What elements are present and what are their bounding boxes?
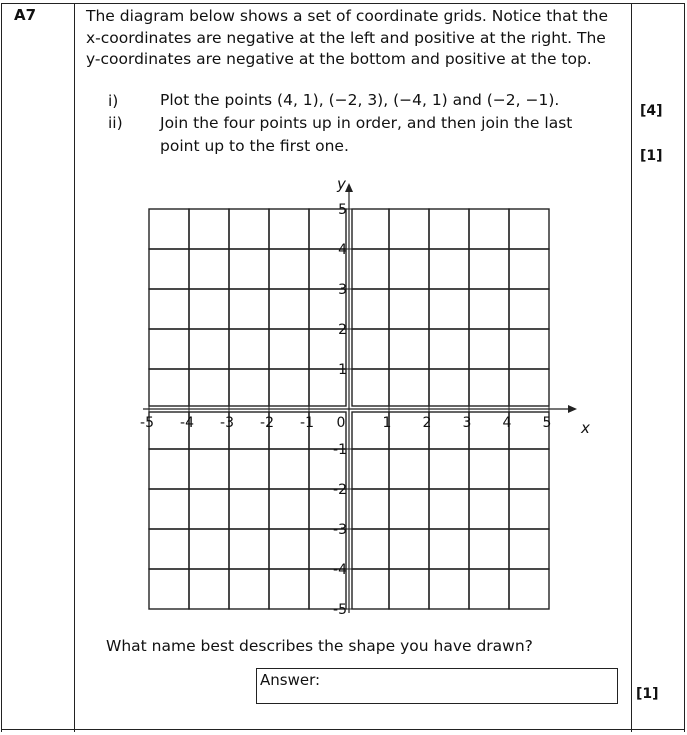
y-tick-label: -4 [333,562,347,578]
x-tick-label: -2 [260,415,274,431]
y-tick-label: 3 [338,282,347,298]
grid-cell [352,249,389,289]
grid-cell [429,289,469,329]
grid-cell [429,449,469,489]
y-axis-label: y [337,175,346,193]
grid-cell [189,449,229,489]
y-tick-label: -3 [333,522,347,538]
y-axis-arrow [345,183,353,192]
grid-cell [469,569,509,609]
intro-line: x-coordinates are negative at the left and positive at the right. The [86,28,606,47]
grid-cell [389,329,429,369]
followup-question: What name best describes the shape you have drawn? [106,637,533,655]
grid-cell [429,529,469,569]
intro-line: The diagram below shows a set of coordinate grids. Notice that the [86,7,609,25]
grid-cell [509,249,549,289]
x-tick-label: 2 [422,415,432,431]
grid-cell [269,329,309,369]
grid-cell [229,209,269,249]
x-tick-label: 5 [542,415,552,431]
y-tick-label: -2 [333,482,347,498]
grid-cell [429,209,469,249]
grid-cell [509,369,549,406]
grid-cell [352,569,389,609]
answer-box[interactable] [256,668,618,704]
grid-cell [352,209,389,249]
grid-cell [389,529,429,569]
step-ii-text-line-2: point up to the first one. [160,137,349,155]
grid-cell [189,569,229,609]
y-tick-label: 5 [338,202,347,218]
grid-cell [229,569,269,609]
grid-cell [189,489,229,529]
grid-cell [269,449,309,489]
grid-cell [189,369,229,406]
grid-cell [229,289,269,329]
grid-cell [429,569,469,609]
grid-cell [189,249,229,289]
x-tick-label: 3 [462,415,472,431]
grid-cell [269,489,309,529]
grid-cell [389,489,429,529]
grid-cell [189,529,229,569]
grid-cell [269,249,309,289]
grid-cell [429,489,469,529]
x-axis-label: x [581,419,590,437]
grid-cell [469,209,509,249]
y-tick-label: -1 [333,442,347,458]
grid-cell [469,329,509,369]
grid-cell [229,449,269,489]
grid-cell [352,449,389,489]
grid-cell [352,489,389,529]
intro-line: y-coordinates are negative at the bottom and positive at the top. [86,50,592,68]
x-tick-label: -5 [140,415,154,431]
grid-cell [389,569,429,609]
grid-cell [149,449,189,489]
step-i-text: Plot the points (4, 1), (−2, 3), (−4, 1) and (−2, −1). [160,91,560,109]
step-i-marks: [4] [640,103,663,119]
grid-cell [469,289,509,329]
grid-cell [509,329,549,369]
x-tick-label: -1 [300,415,314,431]
grid-cell [189,209,229,249]
x-tick-label: 1 [382,415,392,431]
grid-cell [509,449,549,489]
x-tick-label: -3 [220,415,234,431]
grid-cell [352,529,389,569]
grid-cell [269,289,309,329]
grid-cell [189,289,229,329]
grid-cell [269,209,309,249]
grid-cell [469,369,509,406]
grid-cell [229,369,269,406]
grid-cell [509,569,549,609]
step-ii-numeral: ii) [108,114,123,132]
grid-cell [389,289,429,329]
question-number: A7 [14,6,37,24]
grid-cell [269,529,309,569]
grid-cell [389,209,429,249]
answer-marks: [1] [636,686,659,702]
grid-cell [229,529,269,569]
grid-cell [352,329,389,369]
grid-cell [429,369,469,406]
grid-cell [469,489,509,529]
y-tick-label: -5 [333,602,347,618]
grid-cell [229,249,269,289]
grid-cell [229,329,269,369]
grid-cell [509,209,549,249]
y-tick-label: 1 [338,362,347,378]
grid-cell [149,369,189,406]
grid-cell [429,249,469,289]
x-tick-label: -4 [180,415,194,431]
grid-cell [149,249,189,289]
grid-cell [352,369,389,406]
grid-cell [269,569,309,609]
grid-cell [469,449,509,489]
grid-cell [509,489,549,529]
grid-cell [509,289,549,329]
grid-cell [149,289,189,329]
y-tick-label: 2 [338,322,347,338]
grid-cell [389,449,429,489]
grid-cell [149,329,189,369]
grid-cell [469,249,509,289]
grid-cell [149,489,189,529]
grid-cell [352,289,389,329]
grid-cell [429,329,469,369]
step-ii-text-line-1: Join the four points up in order, and then join the last [160,114,573,132]
grid-cell [509,529,549,569]
x-tick-label: 4 [502,415,512,431]
grid-cell [469,529,509,569]
grid-cell [149,209,189,249]
step-ii-marks: [1] [640,148,663,164]
grid-cell [269,369,309,406]
x-tick-label: 0 [336,415,346,431]
grid-cell [389,369,429,406]
step-i-numeral: i) [108,92,119,110]
grid-cell [229,489,269,529]
grid-cell [149,529,189,569]
grid-cell [189,329,229,369]
x-axis-arrow [568,405,577,413]
grid-cell [389,249,429,289]
answer-label: Answer: [260,671,321,689]
grid-cell [149,569,189,609]
y-tick-label: 4 [338,242,347,258]
